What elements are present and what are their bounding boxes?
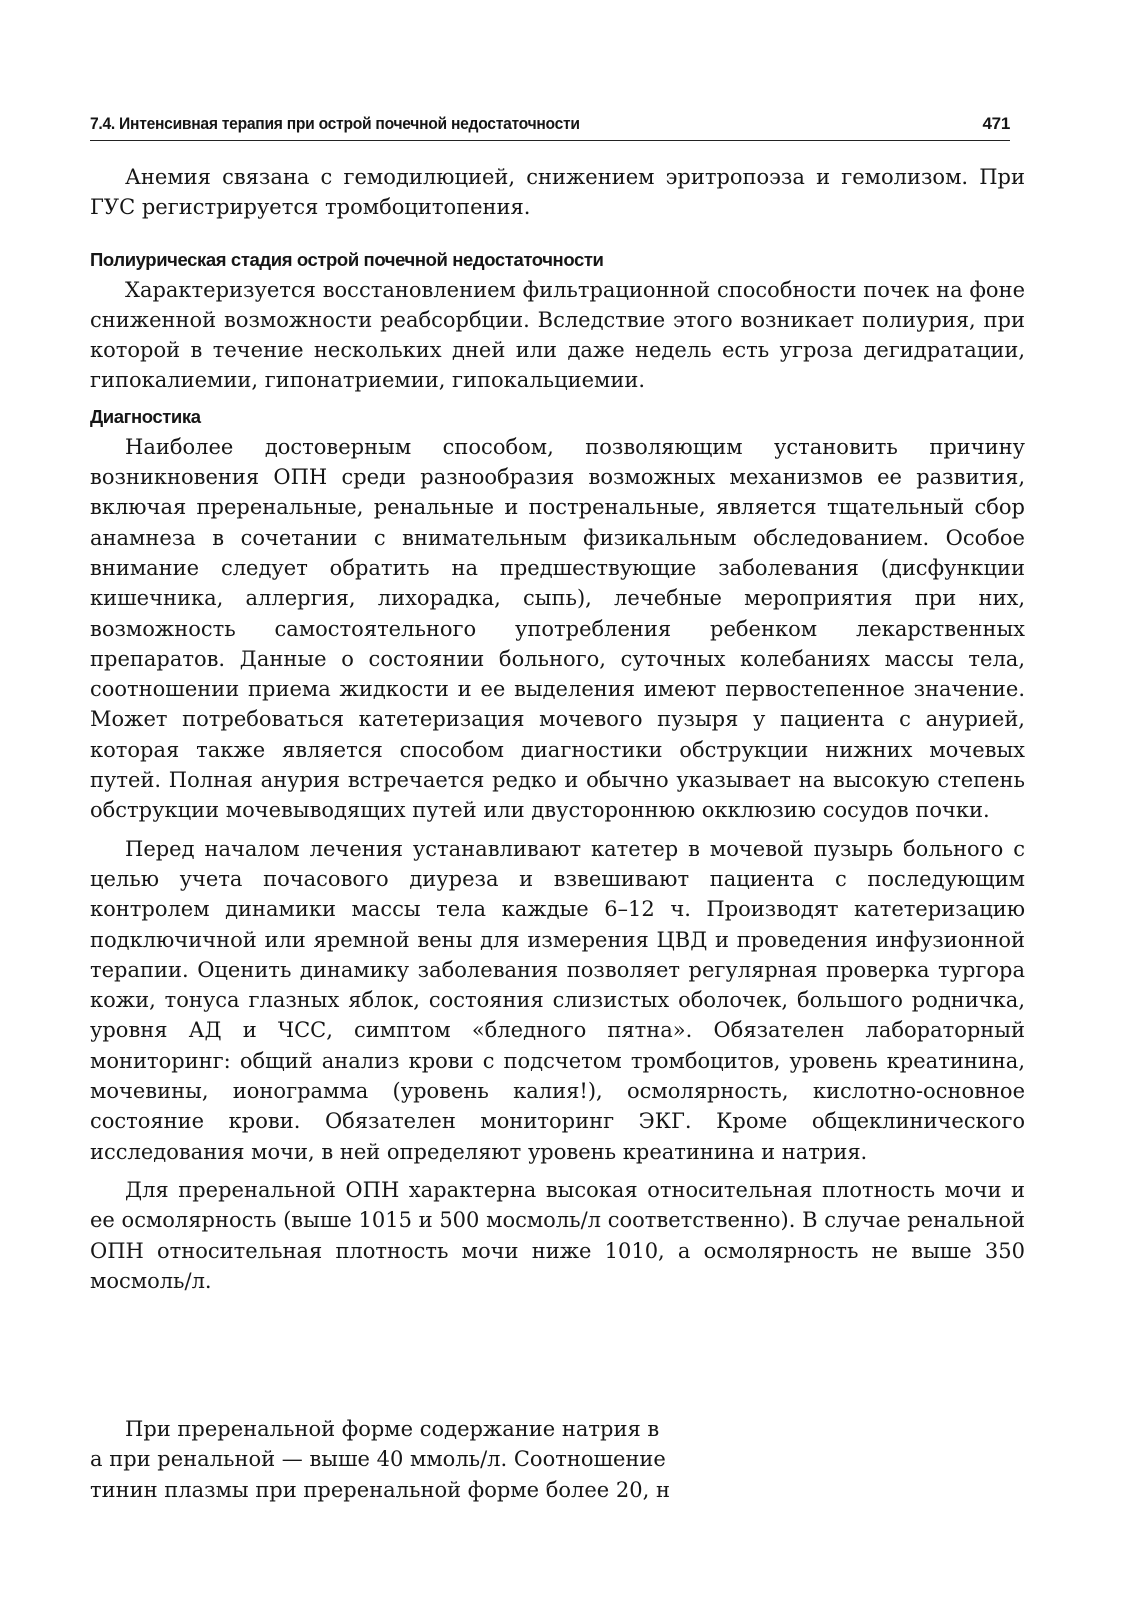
section-heading-diagnostics: Диагностика xyxy=(90,405,201,427)
running-header xyxy=(90,112,1010,141)
paragraph-anemia: Анемия связана с гемодилюцией, снижением эритропоэза и гемолизом. При ГУС регистрируется тромбоцитопения. xyxy=(90,165,1025,220)
paragraph-diagnostics: Наиболее достоверным способом, позволяющим установить причину возникновения ОПН среди разнообразия возможных механизмов ее развития, включая преренальные, ренальные и постренальные, является тщательный сбор анамнеза в сочетании с внимательным физикальным обследованием. Особое внимание следует обратить на предшествующие заболевания (дисфункции кишечника, аллергия, лихорадка, сыпь), лечебные мероприятия при них, возможность самостоятельного употребления ребенком лекарственных препаратов. Данные о состоянии больного, суточных колебаниях массы тела, соотношении приема жидкости и ее выделения имеют первостепенное значение. Может потребоваться катетеризация мочевого пузыря у пациента с анурией, которая также является способом диагностики обструкции нижних мочевых путей. Полная анурия встречается редко и обычно указывает на высокую степень обструкции мочевыводящих путей или двустороннюю окклюзию сосудов почки. xyxy=(90,434,1025,823)
running-header-title: 7.4. Интенсивная терапия при острой почечной недостаточности xyxy=(90,114,580,133)
paragraph-treatment-start: Перед началом лечения устанавливают катетер в мочевой пузырь больного с целью учета почасового диуреза и взвешивают пациента с последующим контролем динамики массы тела каждые 6–12 ч. Производят катетеризацию подключичной или яремной вены для измерения ЦВД и проведения инфузионной терапии. Оценить динамику заболевания позволяет регулярная проверка тургора кожи, тонуса глазных яблок, состояния слизистых оболочек, большого родничка, уровня АД и ЧСС, симптом «бледного пятна». Обязателен лабораторный мониторинг: общий анализ крови с подсчетом тромбоцитов, уровень креатинина, мочевины, ионограмма (уровень калия!), осмолярность, кислотно-основное состояние крови. Обязателен мониторинг ЭКГ. Кроме общеклинического исследования мочи, в ней определяют уровень креатинина и натрия. xyxy=(90,836,1025,1164)
paragraph-prerenal-urine: Для преренальной ОПН характерна высокая относительная плотность мочи и ее осмолярность (выше 1015 и 500 мосмоль/л соответственно). В случае ренальной ОПН относительная плотность мочи ниже 1010, а осмолярность не выше 350 мосмоль/л. xyxy=(90,1177,1025,1293)
paragraph-polyuric-stage: Характеризуется восстановлением фильтрационной способности почек на фоне сниженной возможности реабсорбции. Вследствие этого возникает полиурия, при которой в течение нескольких дней или даже недель есть угроза дегидратации, гипокалиемии, гипонатриемии, гипокальциемии. xyxy=(90,277,1025,393)
section-heading-polyuric-stage: Полиурическая стадия острой почечной недостаточности xyxy=(90,248,604,270)
truncated-line-1: При преренальной форме содержание натрия в xyxy=(125,1417,660,1441)
truncated-line-2: а при ренальной — выше 40 ммоль/л. Соотношение xyxy=(90,1447,666,1472)
paragraph-sodium-truncated xyxy=(90,1414,740,1506)
body-text xyxy=(90,162,1025,1296)
truncated-line-3: тинин плазмы при преренальной форме более 20, н xyxy=(90,1477,670,1502)
page-number: 471 xyxy=(982,114,1010,133)
